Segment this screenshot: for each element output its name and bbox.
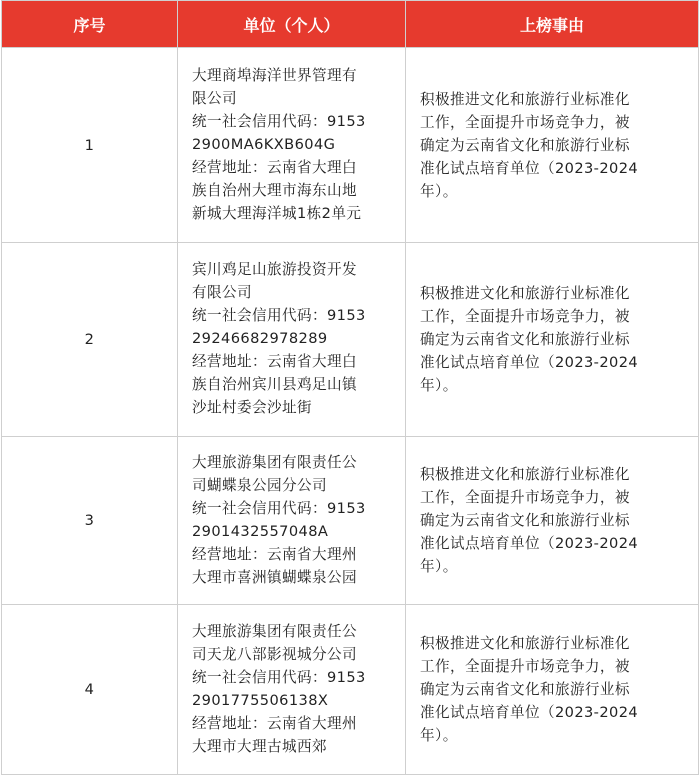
table-row xyxy=(2,605,699,775)
unit-text-line: 族自治州宾川县鸡足山镇 xyxy=(192,376,357,393)
row-reason xyxy=(406,48,699,243)
unit-text-line: 统一社会信用代码：9153 xyxy=(192,499,366,517)
unit-text-line: 大理旅游集团有限责任公 xyxy=(192,453,357,471)
reason-text-line: 准化试点培育单位（2023-2024 xyxy=(420,354,639,371)
reason-text-line: 积极推进文化和旅游行业标准化 xyxy=(420,285,630,302)
row-index: 2 xyxy=(2,243,178,437)
row-index: 4 xyxy=(2,605,178,775)
row-reason xyxy=(406,243,699,437)
reason-text-line: 年）。 xyxy=(420,182,458,200)
unit-text-line: 司天龙八部影视城分公司 xyxy=(192,645,357,663)
unit-text-line: 有限公司 xyxy=(192,284,252,301)
reason-text-line: 确定为云南省文化和旅游行业标 xyxy=(420,331,630,348)
unit-text-line: 统一社会信用代码：9153 xyxy=(192,112,366,130)
row-index: 3 xyxy=(2,437,178,605)
unit-text-line: 统一社会信用代码：9153 xyxy=(192,307,366,324)
reason-text-line: 年）。 xyxy=(420,558,458,575)
row-unit xyxy=(178,605,406,775)
unit-text-line: 经营地址：云南省大理州 xyxy=(192,545,357,563)
unit-text-line: 2901432557048A xyxy=(192,522,329,540)
reason-text-line: 确定为云南省文化和旅游行业标 xyxy=(420,512,630,529)
row-reason xyxy=(406,437,699,605)
reason-text-line: 年）。 xyxy=(420,377,458,394)
reason-text-line: 工作，全面提升市场竞争力，被 xyxy=(420,489,630,506)
table-row xyxy=(2,437,699,605)
unit-text-line: 2901775506138X xyxy=(192,691,329,709)
unit-text-line: 大理市喜洲镇蝴蝶泉公园 xyxy=(192,568,357,586)
reason-text-line: 准化试点培育单位（2023-2024 xyxy=(420,159,639,177)
header-unit: 单位（个人） xyxy=(178,1,406,48)
unit-text-line: 新城大理海洋城1栋2单元 xyxy=(192,204,362,222)
reason-text-line: 工作，全面提升市场竞争力，被 xyxy=(420,308,630,325)
reason-text-line: 确定为云南省文化和旅游行业标 xyxy=(420,136,630,154)
unit-text-line: 2900MA6KXB604G xyxy=(192,135,336,153)
unit-text-line: 统一社会信用代码：9153 xyxy=(192,668,366,686)
reason-text-line: 工作，全面提升市场竞争力，被 xyxy=(420,658,630,675)
reason-text-line: 确定为云南省文化和旅游行业标 xyxy=(420,681,630,698)
table-row xyxy=(2,48,699,243)
reason-text-line: 准化试点培育单位（2023-2024 xyxy=(420,704,639,721)
unit-text-line: 经营地址：云南省大理白 xyxy=(192,158,357,176)
unit-text-line: 大理市大理古城西郊 xyxy=(192,737,327,755)
row-reason xyxy=(406,605,699,775)
row-index: 1 xyxy=(2,48,178,243)
reason-text-line: 准化试点培育单位（2023-2024 xyxy=(420,535,639,552)
honor-list-table xyxy=(1,0,699,775)
reason-text-line: 年）。 xyxy=(420,727,458,744)
row-unit xyxy=(178,243,406,437)
unit-text-line: 司蝴蝶泉公园分公司 xyxy=(192,476,327,494)
unit-text-line: 限公司 xyxy=(192,89,237,107)
unit-text-line: 宾川鸡足山旅游投资开发 xyxy=(192,261,357,278)
table-row xyxy=(2,243,699,437)
unit-text-line: 沙址村委会沙址街 xyxy=(192,399,312,416)
row-unit xyxy=(178,437,406,605)
unit-text-line: 族自治州大理市海东山地 xyxy=(192,181,357,199)
header-index: 序号 xyxy=(2,1,178,48)
unit-text-line: 大理旅游集团有限责任公 xyxy=(192,622,357,640)
reason-text-line: 积极推进文化和旅游行业标准化 xyxy=(420,635,630,652)
row-unit xyxy=(178,48,406,243)
unit-text-line: 经营地址：云南省大理州 xyxy=(192,714,357,732)
unit-text-line: 大理商埠海洋世界管理有 xyxy=(192,66,357,84)
reason-text-line: 积极推进文化和旅游行业标准化 xyxy=(420,466,630,483)
header-reason: 上榜事由 xyxy=(406,1,699,48)
reason-text-line: 积极推进文化和旅游行业标准化 xyxy=(420,90,630,108)
unit-text-line: 经营地址：云南省大理白 xyxy=(192,353,357,370)
unit-text-line: 29246682978289 xyxy=(192,330,328,347)
reason-text-line: 工作，全面提升市场竞争力，被 xyxy=(420,113,630,131)
table-header-row xyxy=(2,1,699,48)
